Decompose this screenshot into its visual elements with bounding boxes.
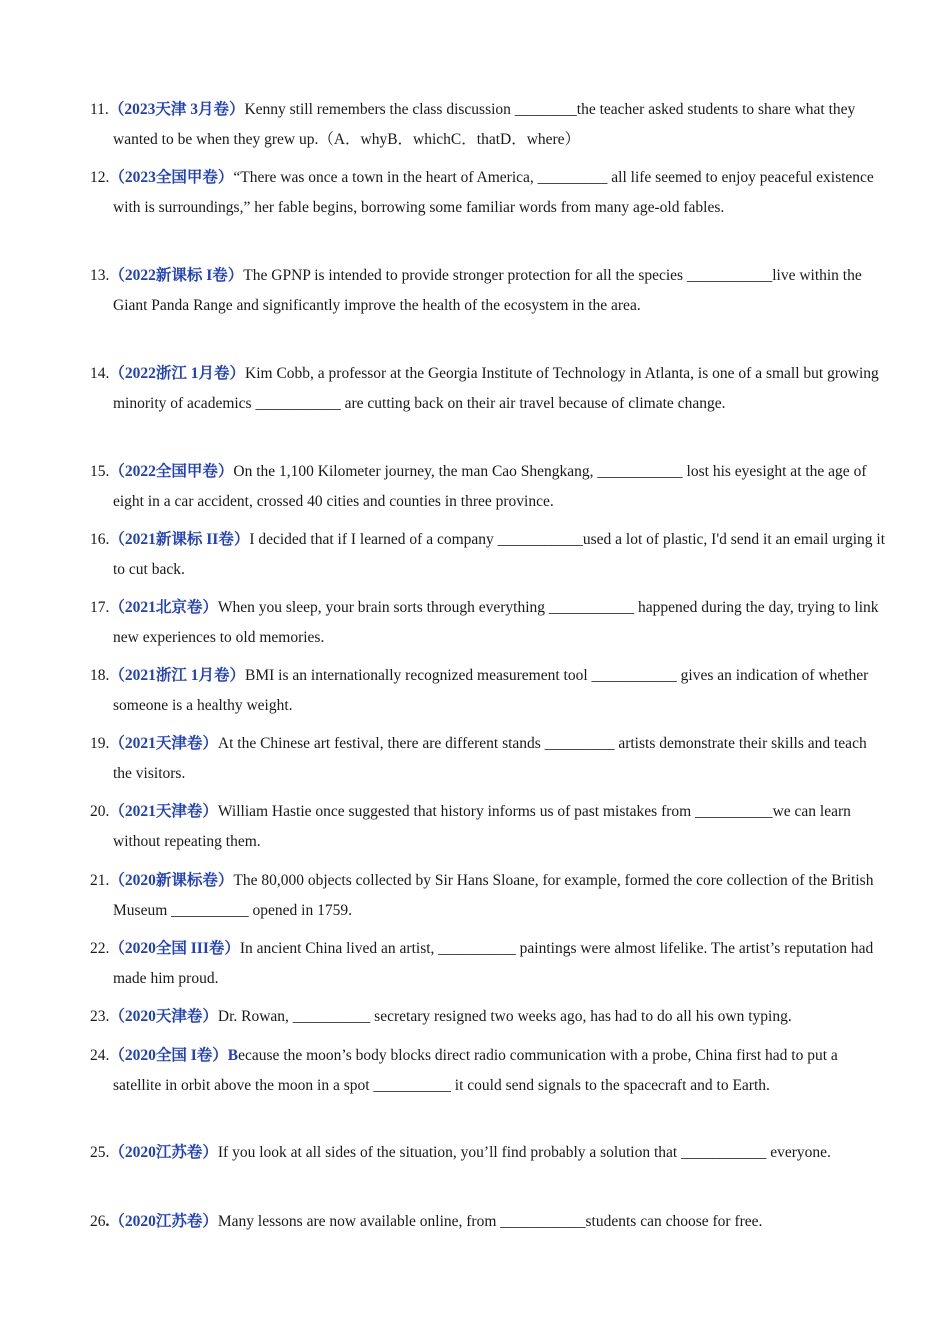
question-text: When you sleep, your brain sorts through everything ___________ happened during the day, trying to link new experiences to old memories. (113, 599, 879, 646)
question-text: If you look at all sides of the situation, you’ll find probably a solution that ___________ everyone. (217, 1144, 831, 1161)
question-source: （2023天津 3月卷） (108, 101, 245, 118)
question-12 (90, 163, 885, 222)
question-number: 20. (90, 803, 110, 820)
question-text: Kim Cobb, a professor at the Georgia Institute of Technology in Atlanta, is one of a small but growing minority of academics ___________ are cutting back on their air travel because of climate change. (113, 365, 879, 412)
question-13 (90, 261, 885, 320)
question-text: BMI is an internationally recognized measurement tool ___________ gives an indication of whether someone is a healthy weight. (113, 667, 869, 714)
question-text: At the Chinese art festival, there are different stands _________ artists demonstrate their skills and teach the visitors. (113, 735, 867, 782)
question-source: （2020江苏卷） (109, 1144, 218, 1161)
question-lead-letter: B (227, 1047, 239, 1064)
question-source: （2021天津卷） (109, 803, 218, 820)
question-text: “There was once a town in the heart of America, _________ all life seemed to enjoy peaceful existence with is surroundings,” her fable begins, borrowing some familiar words from many age-old fables. (113, 169, 874, 216)
question-number: 21. (90, 872, 110, 889)
question-text: The 80,000 objects collected by Sir Hans Sloane, for example, formed the core collection of the British Museum __________ opened in 1759. (113, 872, 874, 919)
question-source: （2020全国 I卷） (109, 1047, 228, 1064)
question-25 (90, 1138, 885, 1168)
question-number: 22. (90, 940, 110, 957)
question-number: 23. (90, 1008, 110, 1025)
question-24 (90, 1041, 885, 1100)
question-source: （2023全国甲卷） (109, 169, 234, 186)
question-number: 13. (90, 267, 110, 284)
question-source: （2022全国甲卷） (109, 463, 234, 480)
question-source: （2022新课标 I卷） (109, 267, 244, 284)
question-text: The GPNP is intended to provide stronger protection for all the species ___________live within the Giant Panda Range and significantly improve the health of the ecosystem in the area. (113, 267, 862, 314)
question-text: ecause the moon’s body blocks direct radio communication with a probe, China first had to put a satellite in orbit above the moon in a spot __________ it could send signals to the spacecraft and to Earth. (113, 1047, 838, 1094)
question-text: Dr. Rowan, __________ secretary resigned two weeks ago, has had to do all his own typing. (217, 1008, 792, 1025)
question-number: 24. (90, 1047, 110, 1064)
question-number: 19. (90, 735, 110, 752)
question-source: （2021天津卷） (109, 735, 218, 752)
question-source: （2021新课标 II卷） (109, 531, 250, 548)
question-18 (90, 661, 885, 720)
question-22 (90, 934, 885, 993)
question-text: William Hastie once suggested that history informs us of past mistakes from __________we can learn without repeating them. (113, 803, 851, 850)
question-source: （2021浙江 1月卷） (109, 667, 246, 684)
question-number: 18. (90, 667, 110, 684)
question-17 (90, 593, 885, 652)
question-number: 17. (90, 599, 110, 616)
question-number: 15. (90, 463, 110, 480)
question-21 (90, 866, 885, 925)
question-number: 26 (90, 1213, 106, 1230)
question-number: 11. (90, 101, 109, 118)
question-number-dot: . (105, 1213, 110, 1230)
question-number: 16. (90, 531, 110, 548)
question-source: （2020天津卷） (109, 1008, 218, 1025)
question-26 (90, 1207, 885, 1237)
question-number: 25. (90, 1144, 110, 1161)
question-text: In ancient China lived an artist, __________ paintings were almost lifelike. The artist’s reputation had made him proud. (113, 940, 874, 987)
question-19 (90, 729, 885, 788)
question-16 (90, 525, 885, 584)
question-20 (90, 797, 885, 856)
question-text: Many lessons are now available online, from ___________students can choose for free. (217, 1213, 763, 1230)
question-source: （2020江苏卷） (109, 1213, 218, 1230)
question-11 (90, 95, 885, 154)
question-text: On the 1,100 Kilometer journey, the man Cao Shengkang, ___________ lost his eyesight at the age of eight in a car accident, crossed 40 cities and counties in three province. (113, 463, 867, 510)
question-15 (90, 457, 885, 516)
question-source: （2020新课标卷） (109, 872, 234, 889)
question-number: 12. (90, 169, 110, 186)
question-23 (90, 1002, 885, 1032)
question-text: Kenny still remembers the class discussion ________the teacher asked students to share what they wanted to be when they grew up.（A．whyB．whichC．thatD．where） (113, 101, 856, 148)
question-source: （2022浙江 1月卷） (109, 365, 246, 382)
question-14 (90, 359, 885, 418)
question-source: （2020全国 III卷） (109, 940, 240, 957)
question-source: （2021北京卷） (109, 599, 218, 616)
question-text: I decided that if I learned of a company ___________used a lot of plastic, I'd send it an email urging it to cut back. (113, 531, 886, 578)
question-number: 14. (90, 365, 110, 382)
